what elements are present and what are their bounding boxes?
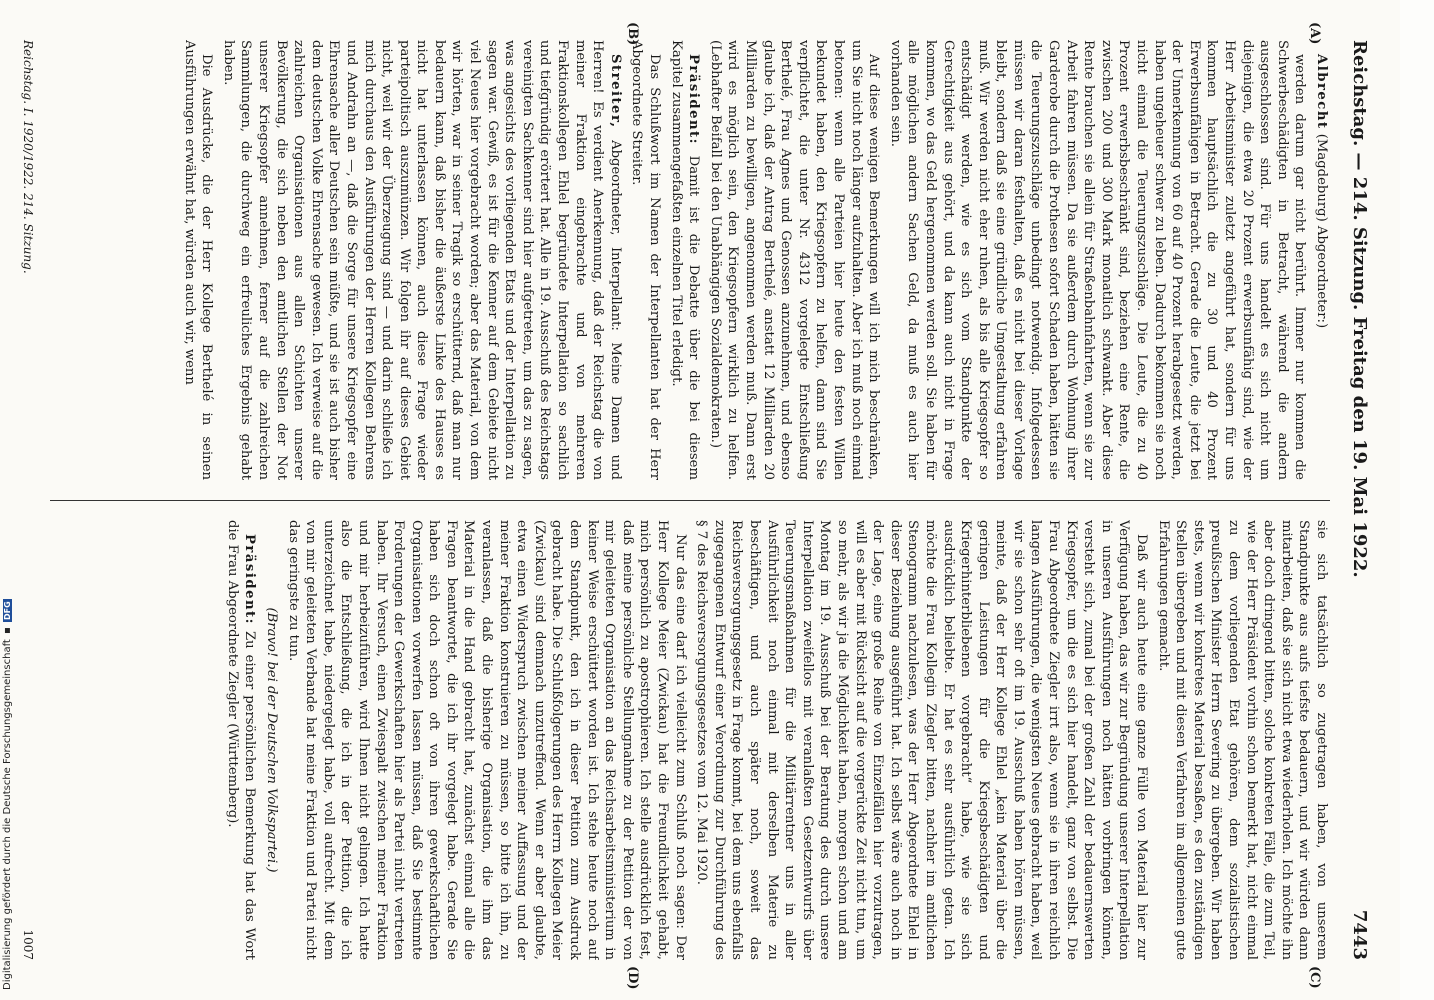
page-number: 7443 (1349, 909, 1370, 960)
speaker-name: Streiter, (607, 54, 623, 129)
running-title: Reichstag. — 214. Sitzung. Freitag den 19. Mai 1922. (1349, 40, 1370, 578)
digitization-credit: Digitalisierung gefördert durch die Deutsche Forschungsgemeinschaft ▪ DFG (2, 601, 13, 990)
speaker-name: Albrecht (1314, 54, 1329, 130)
speaker-name: Präsident: (686, 54, 702, 146)
dfg-logo: DFG (3, 601, 12, 620)
speaker-paragraph (667, 40, 702, 480)
speaker-paragraph (223, 520, 258, 960)
body-paragraph: Nur das eine darf ich vielleicht zum Schluß noch sagen: Der Herr Kollege Meier (Zwickau) hat die Freundlichkeit gehabt, mich persönlich zu apostrophieren. Ich stelle ausdrücklich fest, daß meine persönliche Stellungnahme zu der Petition der von mir geleiteten Organisation an das Reichsarbeitsministerium in keiner Weise erschüttert worden ist. Ich stehe heute noch auf dem Standpunkt, den ich in dieser Petition zum Ausdruck gebracht habe. Die Schlußfolgerungen des Herrn Kollegen Meier (Zwickau) sind demnach unzutreffend. Wenn er aber glaubte, etwa einen Widerspruch zwischen meiner Auffassung und der meiner Fraktion konstruieren zu müssen, so bitte ich ihn, zu veranlassen, daß die bisherige Organisation, die ihm das Material in die Hand gebracht hat, zunächst einmal alle die Fragen beantwortet, die ich ihr vorgelegt habe. Gerade Sie haben sich doch schon oft von ihren gewerkschaftlichen Organisationen vorwerfen lassen müssen, daß Sie bestimmte Forderungen der Gewerkschaften hier als Partei nicht vertreten haben. Ihr Versuch, einen Zwiespalt zwischen meiner Fraktion und mir herbeizuführen, wird Ihnen nicht gelingen. Ich hatte also die Entschließung, die ich in der Petition, die ich unterzeichnet habe, niedergelegt habe, voll aufrecht. Mit dem von mir geleiteten Verbande hat meine Fraktion und Partei nicht das geringste zu tun. (285, 520, 688, 960)
body-paragraph: werden darum gar nicht berührt. Immer nur kommen die Schwerbeschädigten in Betracht, während die andern ausgeschlossen sind. Für uns handelt es sich nicht um diejenigen, die etwa 20 Prozent erwerbsunfähig sind, wie der Herr Arbeitsminister zuletzt angeführt hat, sondern für uns kommen hauptsächlich die zu 30 und 40 Prozent Erwerbsunfähigen in Betracht. Gerade die Leute, die jetzt bei der Unnerkennung von 60 auf 40 Prozent herabgesetzt werden, haben ungeheuer schwer zu leben. Dadurch bekommen sie noch nicht einmal die Teuerungszuschläge. Die Leute, die zu 40 Prozent erwerbsbeschränkt sind, beziehen eine Rente, die zwischen 200 und 300 Mark monatlich schwankt. Aber diese Rente brauchen sie allein für Straßenbahnfahrten, wenn sie zur Arbeit fahren müssen. Da sie außerdem durch Wohnung ihrer Garderobe durch die Prothesen sofort Schaden haben, hätten sie die Teuerungszuschläge unbedingt notwendig. Infolgedessen müssen wir daran festhalten, daß es nicht bei dieser Vorlage bleibt, sondern daß sie eine gründliche Umgestaltung erfahren muß. Wir werden nicht eher ruhen, als bis alle Kriegsopfer so entschädigt werden, wie es sich vom Standpunkte der Gerechtigkeit aus gehört, und da kann auch nicht in Frage kommen, wo das Geld hergenommen werden soll. Sie haben für alle möglichen andern Sachen Geld, da muß es auch hier vorhanden sein. (887, 40, 1308, 480)
interjection: (Bravo! bei der Deutschen Volkspartei.) (263, 607, 279, 873)
body-paragraph: Das Schlußwort im Namen der Interpellanten hat der Herr Abgeordnete Streiter. (629, 40, 663, 480)
body-paragraph: sie sich tatsächlich so zugetragen haben, von unserem Standpunkte aus aufs tiefste bedauern, und wir würden dann mitarbeiten, daß sie sich nicht etwa wiederholen. Ich möchte ihn aber doch dringend bitten, solche konkreten Fälle, die zum Teil, wie der Herr Präsident vorhin schon bemerkt hat, nicht einmal zu dem vorliegenden Etat gehören, dem sozialistischen preußischen Minister Herrn Severing zu übergeben. Wir haben stets, wenn wir konkretes Material besaßen, es den zuständigen Stellen übergeben und mit diesen Verfahren im allgemeinen gute Erfahrungen gemacht. (1155, 520, 1329, 960)
margin-marker-a: (A) (1307, 22, 1322, 45)
left-column (40, 40, 1330, 480)
speech-text: Zu einer persönlichen Bemerkung hat das Wort die Frau Abgeordnete Ziegler (Württemberg). (224, 520, 258, 960)
body-paragraph: Auf diese wenigen Bemerkungen will ich mich beschränken, um Sie nicht noch länger aufzuhalten. Aber ich muß noch einmal betonen: wenn alle Parteien hier heute den festen Willen bekundet haben, den Kriegsopfern zu helfen, dann sind Sie verpflichtet, die unter Nr. 4312 vorgelegte Entschließung Berthelé, Frau Agnes und Genossen anzunehmen, und ebenso glaube ich, daß der Antrag Berthelé, anstatt 12 Milliarden 20 Milliarden zu bewilligen, angenommen werden muß. Dann erst wird es möglich sein, den Kriegsopfern wirklich zu helfen. (Lebhafter Beifall bei den Unabhängigen Sozialdemokraten.) (707, 40, 882, 480)
speech-text: Damit ist die Debatte über die bei diesem Kapitel zusammengefaßten einzelnen Titel erledigt. (668, 40, 702, 480)
footer-page-number: 1007 (21, 929, 35, 960)
credit-text: Digitalisierung gefördert durch die Deutsche Forschungsgemeinschaft (2, 639, 13, 990)
margin-marker-c: (C) (1307, 966, 1322, 989)
column-divider (50, 500, 1330, 501)
speaker-paragraph (1312, 40, 1330, 480)
speech-text: Abgeordneter, Interpellant: Meine Damen und Herren! Es verdient Anerkennung, daß der Reichstag die von meiner Fraktion eingebrachte und von mehreren Fraktionskollegen Ehlel begründete Interpellation so sachlich und tiefgründig erörtert hat. Alle in 19. Ausschuß des Reichstags vereinigten Sachkenner sind hier aufgetreten, um das zu sagen, was angesichts des vorliegenden Etats und der Interpellation zu sagen war. Gewiß, es ist für die Kenner auf dem Gebiete nicht viel Neues hier vorgebracht worden; aber das Material, von dem wir hörten, war in seiner Tragik so erschütternd, daß man nur bedauern kann, daß bisher die äußerste Linke des Hauses es nicht hat unterlassen können, auch diese Frage wieder parteipolitisch auszumünzen. Wir folgen ihr auf dieses Gebiet nicht, weil wir der Überzeugung sind — und darin schließe ich mich durchaus den Ausführungen der Herren Kollegen Behrens und Andrahn an —, daß die Sorge für unsere Kriegsopfer eine Ehrensache aller Deutschen sein müßte, und sie ist auch bisher dem deutschen Volke Ehrensache gewesen. Ich verweise auf die zahlreichen Organisationen aus allen Schichten unserer Bevölkerung, die sich neben den amtlichen Stellen der Not unserer Kriegsopfer annehmen, ferner auf die zahlreichen Sammlungen, die durchweg ein erfreuliches Ergebnis gehabt haben. (220, 40, 623, 480)
speech-text: (Magdeburg) Abgeordneter:) (1314, 129, 1329, 329)
margin-marker-b: (B) (625, 22, 640, 46)
body-paragraph: Die Ausdrücke, die der Herr Kollege Berthelé in seinen Ausführungen erwähnt hat, würden auch wir, wenn (181, 40, 215, 480)
body-paragraph: Daß wir auch heute eine ganze Fülle von Material hier zur Verfügung haben, das wir zur Begründung unserer Interpellation in unseren Ausführungen noch hätten vorbringen können, versteht sich, zumal bei der großen Zahl der bedauernswerten Kriegsopfer, um die es sich hier handelt, ganz von selbst. Die Frau Abgeordnete Ziegler irrt also, wenn sie in ihren reichlich langen Ausführungen, die wenigsten Neues gebracht haben, weil wir sie schon sehr oft im 19. Ausschuß haben hören müssen, meinte, daß der Herr Kollege Ehlel „kein Material über die geringen Leistungen für die Kriegsbeschädigten und Kriegerhinterbliebenen vorgebracht“ habe, wie sie sich ausdrücklich beliebte. Er hat es sehr ausführlich getan. Ich möchte die Frau Kollegin Ziegler bitten, nachher im amtlichen Stenogramm nachzulesen, was der Herr Abgeordnete Ehlel in dieser Beziehung ausgeführt hat. Ich selbst wäre auch noch in der Lage, eine große Reihe von Einzelfällen hier vorzutragen, will es aber mit Rücksicht auf die vorgerückte Zeit nicht tun, um so mehr, als wir ja die Möglichkeit haben, morgen schon und am Montag im 19. Ausschuß bei der Beratung des durch unsere Interpellation zweifellos mit veranlaßten Gesetzentwurfs über Teuerungsmaßnahmen für die Militärrentner uns in aller Ausführlichkeit noch einmal mit derselben Materie zu beschäftigen, und auch später noch, soweit das Reichsversorgungsgesetz in Frage kommt, bei dem uns ebenfalls zugegangenen Entwurf einer Verordnung zur Durchführung des § 7 des Reichsversorgungsgesetzes vom 12. Mai 1920. (694, 520, 1150, 960)
margin-marker-d: (D) (625, 966, 640, 990)
footer-imprint: Reichstag. I. 1920/1922. 214. Sitzung. (21, 40, 35, 274)
speaker-paragraph (219, 40, 624, 480)
right-column (40, 520, 1330, 960)
page-header (1340, 40, 1370, 960)
speaker-name: Präsident: (242, 534, 258, 626)
